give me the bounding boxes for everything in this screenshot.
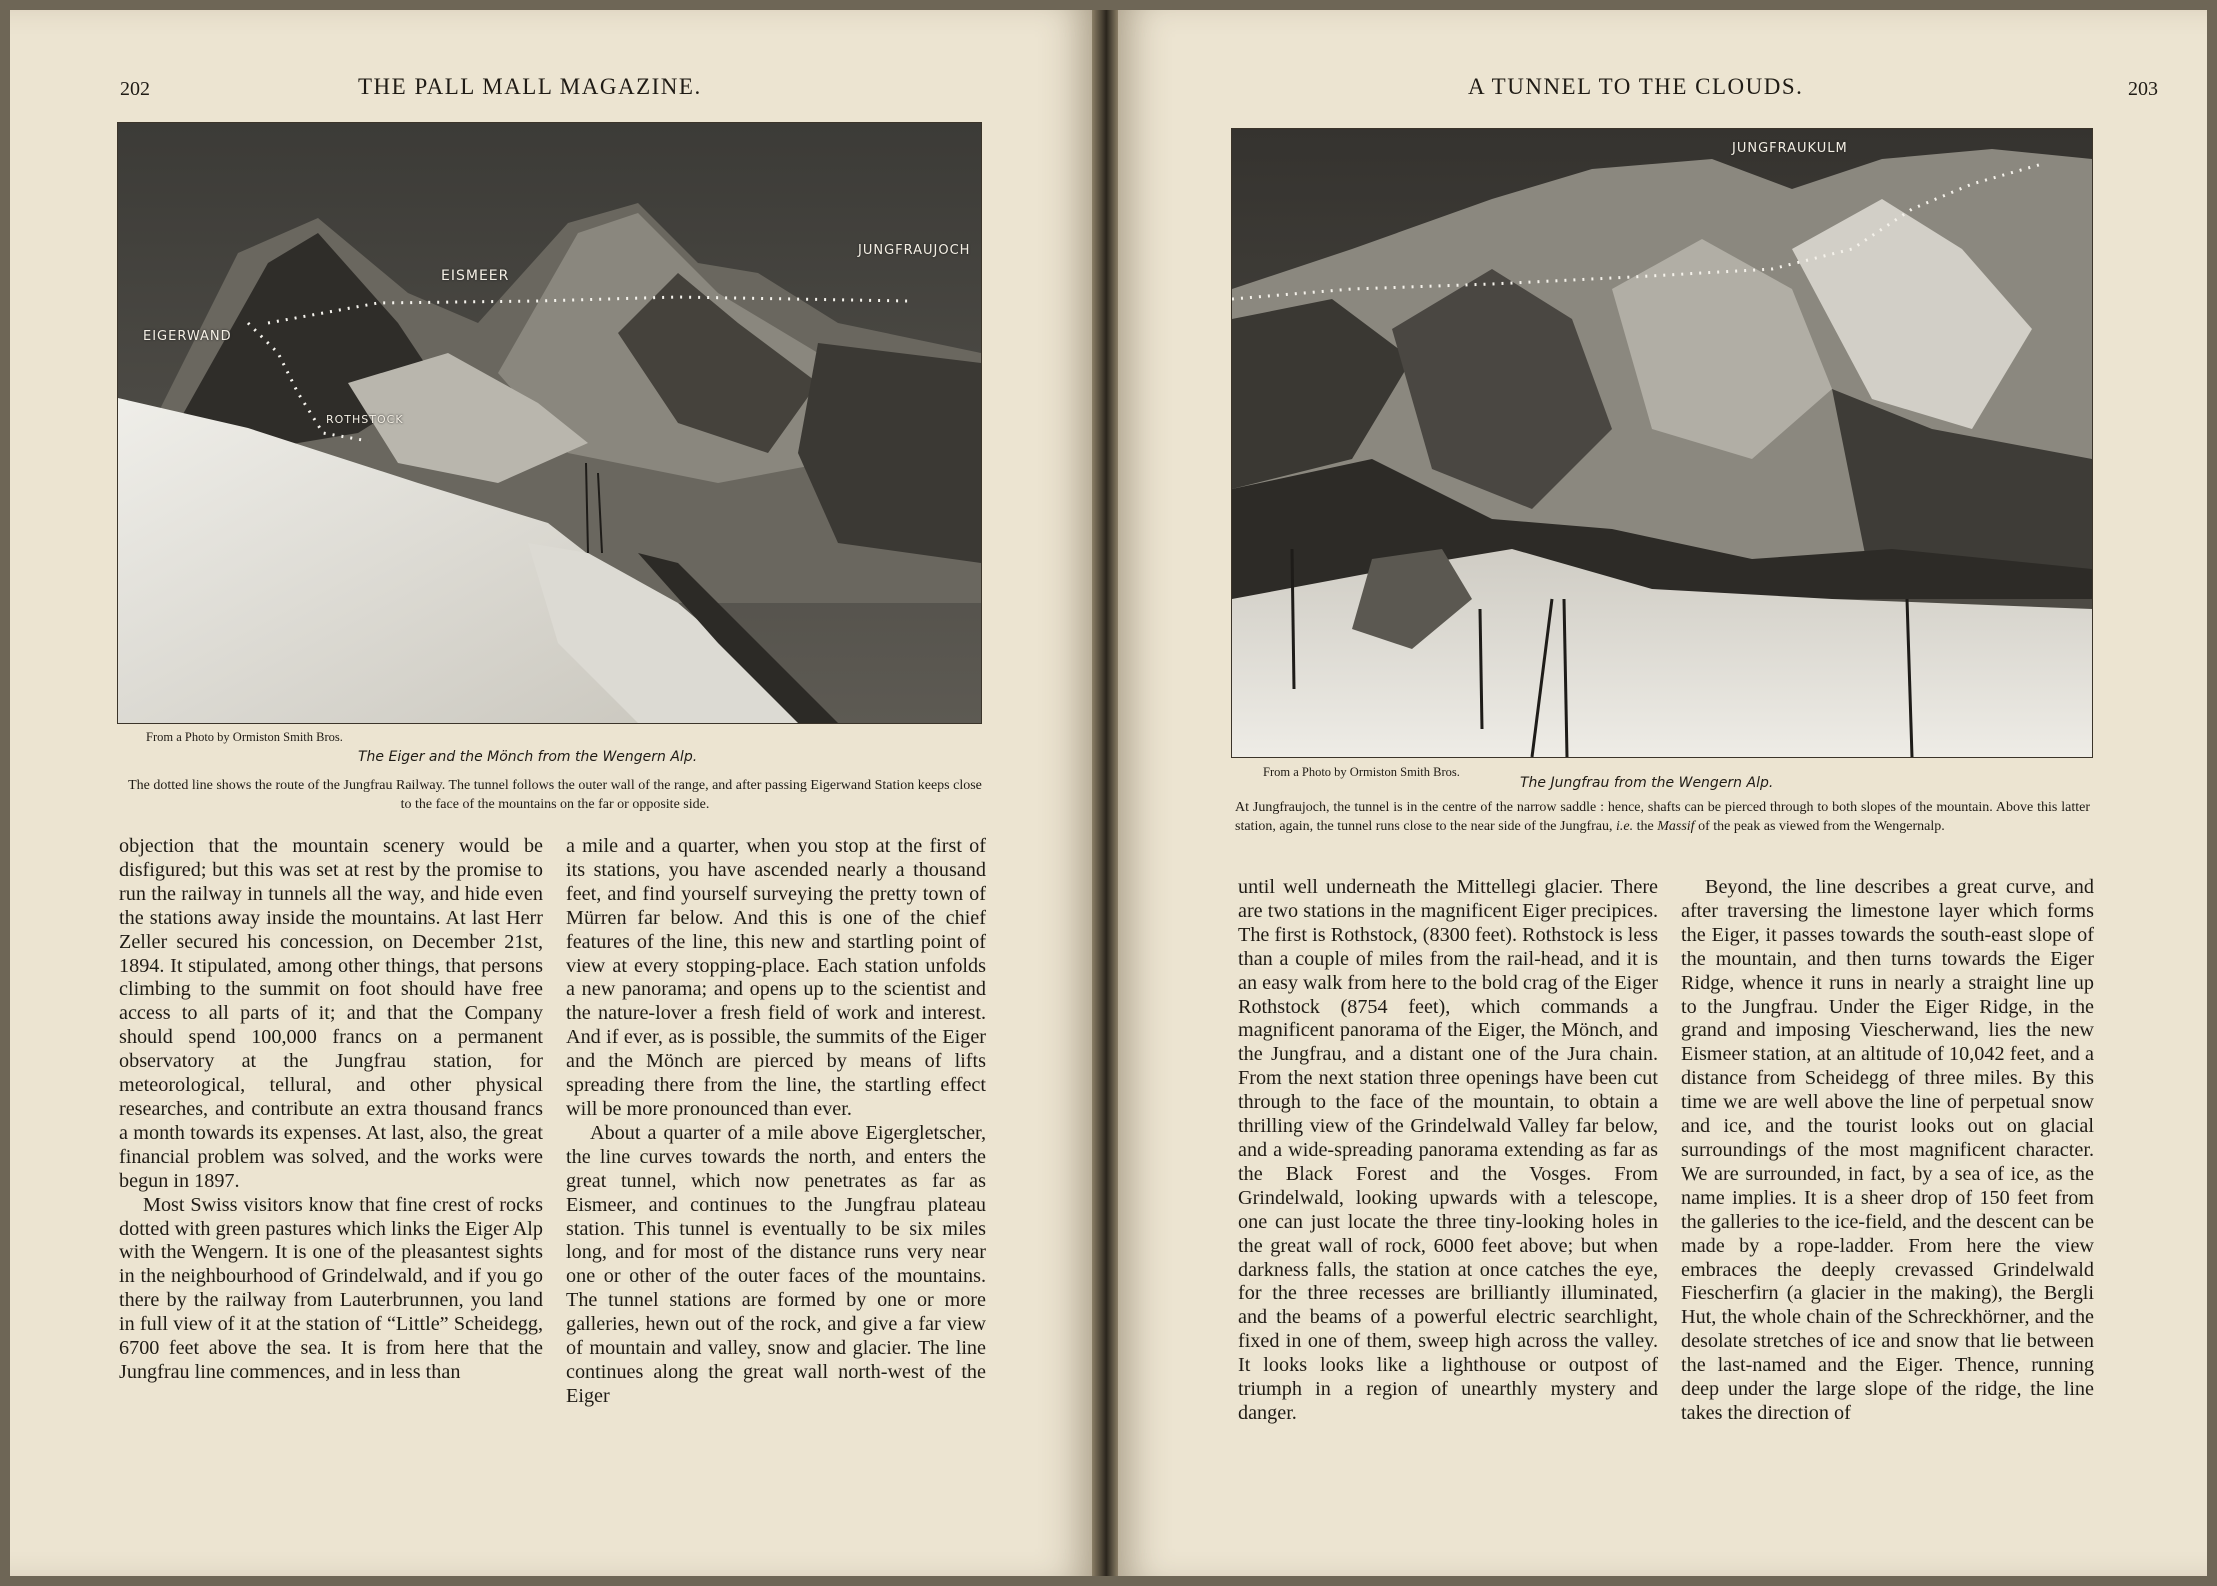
photo-image <box>118 123 981 723</box>
running-head: A TUNNEL TO THE CLOUDS. <box>1468 74 1804 99</box>
paragraph: Beyond, the line describes a great curve, and after traversing the limestone layer which forms the Eiger, it passes towards the south-east slope of the mountain, and then turns towards the Eiger Ridge, whence it runs in nearly a straight line up to the Jungfrau. Under the Eiger Ridge, in the grand and imposing Viescherwand, lies the new Eismeer station, at an altitude of 10,042 feet, and a distance from Scheidegg of three miles. By this time we are well above the line of perpetual snow and ice, and the tourist looks out on glacial surroundings of the most magnificent character. We are surrounded, in fact, by a sea of ice, as the name implies. It is a sheer drop of 150 feet from the galleries to the ice-field, and the descent can be made by a rope-ladder. From here the view embraces the deeply crevassed Grindelwald Fiescherfirn (a glacier in the making), the Bergli Hut, the whole chain of the Schreckhörner, and the desolate stretches of ice and snow that lie between the last-named and the Eiger. Thence, running deep under the large slope of the ridge, the line takes the direction of <box>1681 876 2094 1424</box>
photo-credit: From a Photo by Ormiston Smith Bros. <box>146 730 343 744</box>
caption-text-italic: i.e. <box>1616 819 1634 834</box>
photo-caption-title: The Jungfrau from the Wengern Alp. <box>1520 775 1774 791</box>
photo-credit: From a Photo by Ormiston Smith Bros. <box>1263 765 1460 779</box>
book-gutter <box>1092 10 1118 1576</box>
text-column-2 <box>566 835 986 1409</box>
paragraph: objection that the mountain scenery would be disfigured; but this was set at rest by the promise to run the railway in tunnels all the way, and hide even the stations away inside the mountains. At last Herr Zeller secured his concession, on December 21st, 1894. It stipulated, among other things, that persons climbing to the summit on foot should have free access to all parts of it; and that the Company should spend 100,000 francs on a permanent observatory at the Jungfrau station, for meteorological, tellural, and other physical researches, and contribute an extra thousand francs a month towards its expenses. At last, also, the great financial problem was solved, and the works were begun in 1897. <box>119 835 543 1192</box>
photo-label-eismeer: EISMEER <box>441 268 510 284</box>
page-number: 202 <box>120 78 150 100</box>
photo-label-rothstock: ROTHSTOCK <box>326 413 404 426</box>
caption-text-italic: Massif <box>1657 819 1695 834</box>
photo-label-eigerwand: EIGERWAND <box>143 329 232 344</box>
running-head: THE PALL MALL MAGAZINE. <box>358 74 702 99</box>
paragraph: a mile and a quarter, when you stop at the first of its stations, you have ascended nearly a thousand feet, and find yourself surveying the pretty town of Mürren far below. And this is one of the chief features of the line, this new and startling point of view at every stopping-place. Each station unfolds a new panorama; and opens up to the scientist and the nature-lover a fresh field of work and interest. And if ever, as is possible, the summits of the Eiger and the Mönch are pierced by means of lifts spreading there from the line, the startling effect will be more pronounced than ever. <box>566 835 986 1120</box>
photo-label-jungfraukulm: JUNGFRAUKULM <box>1732 141 1848 156</box>
left-page <box>10 10 1092 1576</box>
photo-label-jungfraujoch: JUNGFRAUJOCH <box>858 243 971 258</box>
photo-caption-title: The Eiger and the Mönch from the Wengern Alp. <box>358 749 698 765</box>
paragraph: About a quarter of a mile above Eigergletscher, the line curves towards the north, and enters the great tunnel, which now penetrates as far as Eismeer, and continues to the Jungfrau plateau station. This tunnel is eventually to be six miles long, and for most of the distance runs very near one or other of the outer faces of the mountains. The tunnel stations are formed by one or more galleries, hewn out of the rock, and give a far view of mountain and valley, snow and glacier. The line continues along the great wall north-west of the Eiger <box>566 1121 986 1407</box>
photo-image <box>1232 129 2092 757</box>
photo-eiger-monch <box>117 122 982 724</box>
text-column-1 <box>119 835 543 1385</box>
right-page <box>1118 10 2207 1576</box>
paragraph: Most Swiss visitors know that fine crest of rocks dotted with green pastures which links the Eiger Alp with the Wengern. It is one of the pleasantest sights in the neighbourhood of Grindelwald, and if you go there by the railway from Lauterbrunnen, you land in full view of it at the station of “Little” Scheidegg, 6700 feet above the sea. It is from here that the Jungfrau line commences, and in less than <box>119 1193 543 1383</box>
text-column-1 <box>1238 876 1658 1426</box>
caption-text: of the peak as viewed from the Wengernalp. <box>1694 819 1945 834</box>
paragraph: until well underneath the Mittellegi glacier. There are two stations in the magnificent Eiger precipices. The first is Rothstock, (8300 feet). Rothstock is less than a couple of miles from the rail-head, and it is an easy walk from here to the bold crag of the Eiger Rothstock (8754 feet), which commands a magnificent panorama of the Eiger, the Mönch, and the Jungfrau, and a distant one of the Jura chain. From the next station three openings have been cut through to the face of the mountain, to obtain a thrilling view of the Grindelwald Valley far below, and a wide-spreading panorama extending as far as the Black Forest and the Vosges. From Grindelwald, looking upwards with a telescope, one can just locate the three tiny-looking holes in the great wall of rock, 6000 feet above; but when darkness falls, the station at once catches the eye, for the three recesses are brilliantly illuminated, and the beams of a powerful electric searchlight, fixed in one of them, sweep high across the valley. It looks looks like a lighthouse or outpost of triumph in a region of unearthly mystery and danger. <box>1238 876 1658 1424</box>
caption-text: At Jungfraujoch, the tunnel is in the centre of the narrow saddle : hence, shafts can be pierced through to both slopes of the mountain. Above this latter station, again, the tunnel runs close to the near side of the Jungfrau, <box>1235 800 2090 834</box>
page-number: 203 <box>2128 78 2158 100</box>
photo-caption-note <box>1235 798 2090 836</box>
caption-text: the <box>1633 819 1658 834</box>
photo-caption-note: The dotted line shows the route of the Jungfrau Railway. The tunnel follows the outer wall of the range, and after passing Eigerwand Station keeps close to the face of the mountains on the far or opposite side. <box>128 778 982 812</box>
photo-jungfrau <box>1231 128 2093 758</box>
text-column-2 <box>1681 876 2094 1426</box>
